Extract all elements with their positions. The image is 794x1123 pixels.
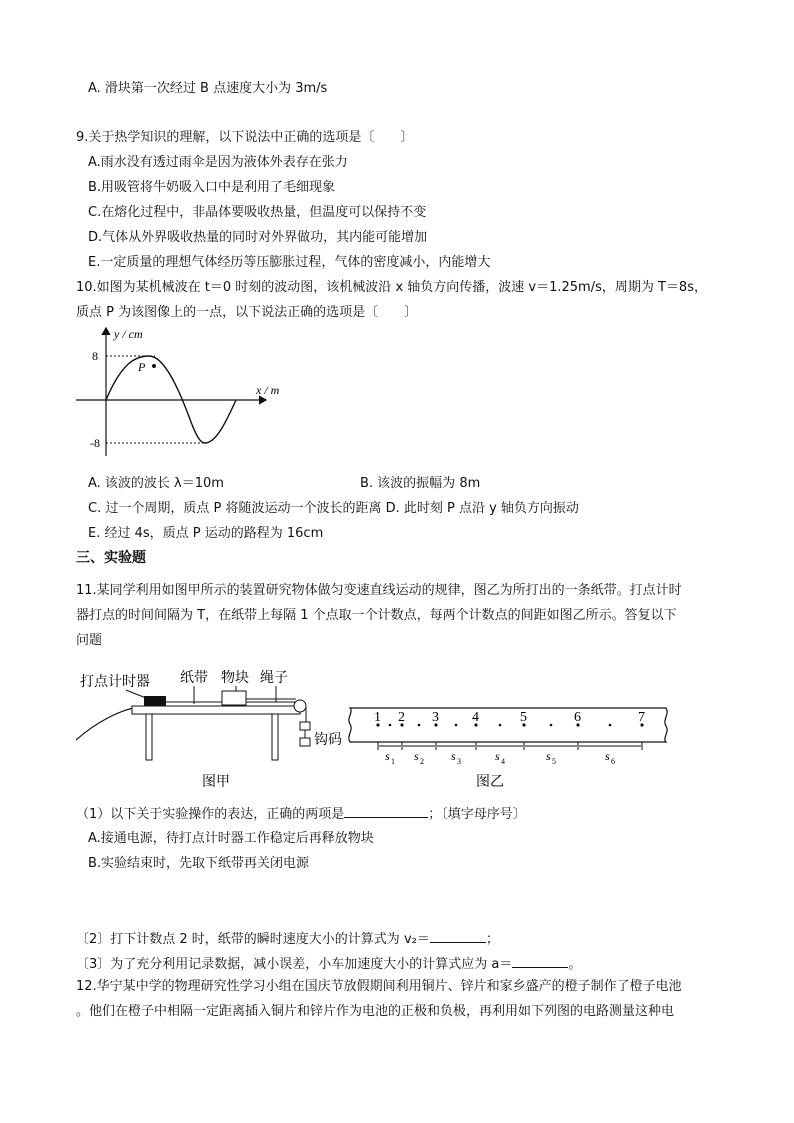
q11-stem-line1: 11.某同学利用如图甲所示的装置研究物体做匀变速直线运动的规律，图乙为所打出的一条纸带。打点计时 [76, 583, 682, 598]
q11-part1-option-a: A.接通电源，待打点计时器工作稳定后再释放物块 [88, 831, 374, 846]
segment-subscript: 6 [611, 757, 615, 766]
q11-part3-text: 〔3〕为了充分利用记录数据，减小误差，小车加速度大小的计算式应为 a＝ [76, 957, 513, 972]
x-axis-label: x / m [256, 383, 280, 397]
q11-part3-tail: 。 [568, 957, 582, 972]
q9-stem: 9.关于热学知识的理解，以下说法中正确的选项是〔 〕 [76, 130, 414, 145]
segment-label: s [414, 749, 419, 763]
q11-part1-option-b: B.实验结束时，先取下纸带再关闭电源 [88, 856, 310, 871]
paper-tape [349, 708, 667, 742]
segment-label: s [546, 749, 551, 763]
q10-stem-line1: 10.如图为某机械波在 t＝0 时刻的波动图，该机械波沿 x 轴负方向传播，波速 v＝1.25m/s，周期为 T＝8s， [76, 280, 707, 295]
q11-part3 [76, 954, 581, 974]
table-top [132, 706, 300, 714]
segment-subscript: 3 [457, 757, 461, 766]
segment-subscript: 2 [420, 757, 424, 766]
segment-label: s [451, 749, 456, 763]
figure-jia [76, 664, 351, 794]
tape-dot [418, 724, 421, 727]
segment-subscript: 4 [501, 757, 505, 766]
q11-part1 [76, 804, 526, 824]
weight-label: 钩码 [314, 732, 342, 748]
count-point-label: 2 [398, 710, 405, 725]
block-label: 物块 [221, 670, 249, 686]
section-heading: 三、实验题 [76, 550, 146, 566]
timer-box [144, 696, 166, 706]
q8-option-a: A. 滑块第一次经过 B 点速度大小为 3m/s [88, 81, 328, 96]
count-point-label: 6 [574, 710, 581, 725]
tape-dot [389, 724, 392, 727]
q9-option-c: C.在熔化过程中，非晶体要吸收热量，但温度可以保持不变 [88, 205, 427, 220]
label-p: P [138, 360, 146, 374]
segment-subscript: 1 [391, 757, 395, 766]
point-p [152, 364, 156, 368]
q11-part1-tail: ；〔填字母序号〕 [428, 807, 526, 822]
q9-option-a: A.雨水没有透过雨伞是因为液体外表存在张力 [88, 155, 348, 170]
tape-dot [609, 724, 612, 727]
segment-subscript: 5 [552, 757, 556, 766]
answer-blank-3[interactable] [512, 954, 568, 968]
timer-label: 打点计时器 [80, 674, 150, 690]
q10-stem-line2: 质点 P 为该图像上的一点，以下说法正确的选项是〔 〕 [76, 305, 418, 320]
figure-yi-caption: 图乙 [476, 774, 504, 790]
q11-part2-text: 〔2〕打下计数点 2 时，纸带的瞬时速度大小的计算式为 v₂＝ [76, 932, 430, 947]
count-point-label: 3 [432, 710, 439, 725]
count-point-label: 5 [520, 710, 527, 725]
y-max-label: 8 [92, 349, 98, 363]
figure-yi [344, 700, 674, 794]
block-shape [222, 691, 246, 705]
rope-label: 绳子 [260, 670, 288, 686]
q9-option-b: B.用吸管将牛奶吸入口中是利用了毛细现象 [88, 180, 336, 195]
y-axis-label: y / cm [114, 327, 143, 341]
count-point-label: 1 [374, 710, 381, 725]
answer-blank-2[interactable] [430, 929, 486, 943]
q10-option-a: A. 该波的波长 λ＝10m [88, 476, 224, 491]
tape-dot [455, 724, 458, 727]
figure-jia-caption: 图甲 [202, 774, 230, 790]
q11-stem-line2: 器打点的时间间隔为 T，在纸带上每隔 1 个点取一个计数点，每两个计数点的间距如图乙所示。答复以下 [76, 608, 677, 623]
q9-option-d: D.气体从外界吸收热量的同时对外界做功，其内能可能增加 [88, 230, 428, 245]
segment-label: s [605, 749, 610, 763]
q11-part1-text: （1）以下关于实验操作的表达，正确的两项是 [76, 807, 345, 822]
segment-label: s [385, 749, 390, 763]
q10-option-b: B. 该波的振幅为 8m [360, 476, 481, 491]
q11-part2-tail: ； [485, 932, 499, 947]
tape-dot [499, 724, 502, 727]
q10-option-cd: C. 过一个周期，质点 P 将随波运动一个波长的距离 D. 此时刻 P 点沿 y 轴负方向振动 [88, 501, 579, 516]
count-point-label: 7 [638, 710, 645, 725]
q11-part2 [76, 929, 499, 949]
tape-label: 纸带 [180, 670, 208, 686]
tape-dot [550, 724, 553, 727]
y-min-label: -8 [90, 436, 100, 450]
wave-graph [70, 322, 290, 462]
answer-blank-1[interactable] [344, 804, 428, 818]
segment-label: s [495, 749, 500, 763]
pulley [294, 700, 306, 712]
count-point-label: 4 [472, 710, 479, 725]
q12-line2: 。他们在橙子中相隔一定距离插入铜片和锌片作为电池的正极和负极，再利用如下列图的电路测量这种电 [76, 1004, 675, 1019]
q10-option-e: E. 经过 4s，质点 P 运动的路程为 16cm [88, 526, 324, 541]
q9-option-e: E.一定质量的理想气体经历等压膨胀过程，气体的密度减小，内能增大 [88, 255, 491, 270]
q12-line1: 12.华宁某中学的物理研究性学习小组在国庆节放假期间利用铜片、锌片和家乡盛产的橙子制作了橙子电池 [76, 979, 682, 994]
q11-stem-line3: 问题 [76, 633, 103, 648]
